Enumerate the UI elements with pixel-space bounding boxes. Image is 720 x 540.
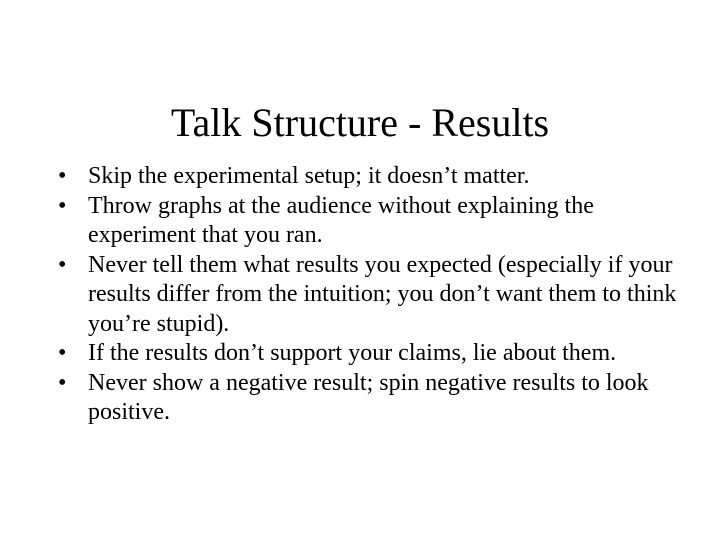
bullet-icon: • (58, 251, 67, 278)
bullet-item (58, 369, 678, 428)
slide-title: Talk Structure - Results (170, 99, 550, 145)
bullet-item (58, 162, 678, 192)
bullet-text: Skip the experimental setup; it doesn’t matter. (88, 163, 530, 189)
bullet-item (58, 192, 678, 251)
bullet-text: If the results don’t support your claims, lie about them. (88, 340, 617, 366)
bullet-text: Never tell them what results you expected (especially if your results differ from the intuition; you don’t want them to think you’re stupid). (88, 251, 677, 337)
bullet-text: Throw graphs at the audience without explaining the experiment that you ran. (88, 192, 594, 248)
bullet-text: Never show a negative result; spin negative results to look positive. (88, 369, 649, 425)
bullet-icon: • (58, 369, 67, 396)
bullet-icon: • (58, 192, 67, 219)
bullet-item (58, 339, 678, 369)
bullet-icon: • (58, 340, 67, 366)
bullet-item (58, 251, 678, 340)
bullet-icon: • (58, 163, 67, 189)
bullet-list (58, 162, 678, 428)
